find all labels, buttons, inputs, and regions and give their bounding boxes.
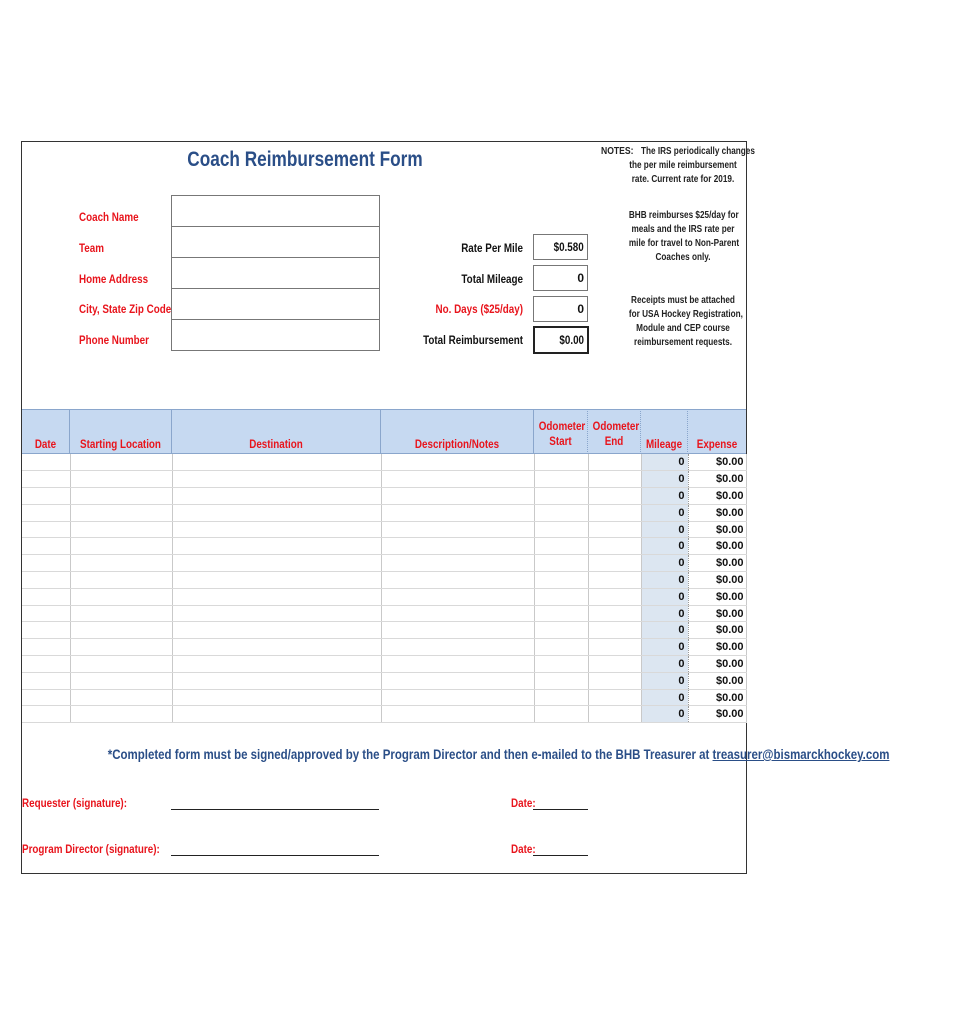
- odometer-start-cell[interactable]: [534, 605, 588, 622]
- header-divider: [380, 409, 381, 454]
- starting-location-cell[interactable]: [70, 672, 172, 689]
- starting-location-cell[interactable]: [70, 555, 172, 572]
- mileage-cell: 0: [641, 555, 688, 572]
- notes-line: rate. Current rate for 2019.: [631, 174, 735, 185]
- odometer-start-cell[interactable]: [534, 488, 588, 505]
- total-mileage-text: 0: [577, 271, 584, 285]
- starting-location-cell[interactable]: [70, 572, 172, 589]
- mileage-cell: 0: [641, 588, 688, 605]
- odometer-start-cell[interactable]: [534, 689, 588, 706]
- destination-cell[interactable]: [172, 572, 381, 589]
- date-cell[interactable]: [22, 572, 70, 589]
- odometer-start-cell[interactable]: [534, 572, 588, 589]
- rate-per-mile-label: Rate Per Mile: [461, 241, 523, 255]
- description-cell[interactable]: [381, 471, 534, 488]
- table-row: [22, 572, 746, 589]
- total-reimbursement-label: Total Reimbursement: [423, 333, 523, 347]
- date-cell[interactable]: [22, 454, 70, 471]
- submission-note: [22, 746, 890, 762]
- date-cell[interactable]: [22, 504, 70, 521]
- expense-cell: $0.00: [688, 588, 746, 605]
- table-row: [22, 622, 746, 639]
- odometer-end-cell[interactable]: [588, 555, 641, 572]
- starting-location-cell[interactable]: [70, 538, 172, 555]
- mileage-cell: 0: [641, 538, 688, 555]
- header-divider: [687, 409, 689, 454]
- destination-cell[interactable]: [172, 488, 381, 505]
- starting-location-cell[interactable]: [70, 605, 172, 622]
- date-cell[interactable]: [22, 538, 70, 555]
- expense-cell: $0.00: [688, 555, 746, 572]
- label-city-state-zip: City, State Zip Code: [79, 302, 172, 316]
- odometer-end-cell[interactable]: [588, 639, 641, 656]
- date-cell[interactable]: [22, 639, 70, 656]
- starting-location-cell[interactable]: [70, 588, 172, 605]
- starting-location-cell[interactable]: [70, 656, 172, 673]
- team-field[interactable]: [171, 226, 380, 258]
- destination-cell[interactable]: [172, 672, 381, 689]
- odometer-start-cell[interactable]: [534, 521, 588, 538]
- starting-location-cell[interactable]: [70, 622, 172, 639]
- treasurer-email-link[interactable]: treasurer@bismarckhockey.com: [712, 746, 890, 762]
- expense-cell: $0.00: [688, 672, 746, 689]
- expense-cell: $0.00: [688, 454, 746, 471]
- notes-line: meals and the IRS rate per: [631, 224, 735, 235]
- notes-line: the per mile reimbursement: [629, 160, 737, 171]
- label-team: Team: [79, 241, 104, 255]
- odometer-start-cell[interactable]: [534, 706, 588, 723]
- director-date-label: Date:: [511, 842, 536, 856]
- description-cell[interactable]: [381, 588, 534, 605]
- date-cell[interactable]: [22, 656, 70, 673]
- table-row: [22, 538, 746, 555]
- odometer-end-cell[interactable]: [588, 504, 641, 521]
- starting-location-cell[interactable]: [70, 689, 172, 706]
- trip-rows: [22, 454, 746, 723]
- description-cell[interactable]: [381, 488, 534, 505]
- notes-paragraph-3: [617, 294, 749, 350]
- date-cell[interactable]: [22, 706, 70, 723]
- description-cell[interactable]: [381, 689, 534, 706]
- col-mileage: Mileage: [645, 437, 683, 451]
- label-coach-name: Coach Name: [79, 210, 139, 224]
- odometer-end-cell[interactable]: [588, 689, 641, 706]
- notes-paragraph-1: [617, 159, 749, 187]
- destination-cell[interactable]: [172, 588, 381, 605]
- destination-cell[interactable]: [172, 605, 381, 622]
- col-destination: Destination: [249, 437, 303, 451]
- col-odometer-end: [588, 419, 640, 449]
- mileage-cell: 0: [641, 471, 688, 488]
- no-days-text: 0: [577, 302, 584, 316]
- odometer-start-cell[interactable]: [534, 504, 588, 521]
- mileage-cell: 0: [641, 656, 688, 673]
- expense-cell: $0.00: [688, 656, 746, 673]
- col-odometer-start-line1: Odometer: [538, 419, 586, 433]
- total-mileage-value: [533, 265, 588, 291]
- odometer-end-cell[interactable]: [588, 605, 641, 622]
- expense-cell: $0.00: [688, 605, 746, 622]
- table-row: [22, 521, 746, 538]
- date-cell[interactable]: [22, 672, 70, 689]
- odometer-end-cell[interactable]: [588, 488, 641, 505]
- starting-location-cell[interactable]: [70, 488, 172, 505]
- notes-line: Coaches only.: [655, 252, 711, 263]
- notes-line: BHB reimburses $25/day for: [628, 210, 739, 221]
- mileage-cell: 0: [641, 689, 688, 706]
- odometer-end-cell[interactable]: [588, 588, 641, 605]
- col-odometer-end-line1: Odometer: [592, 419, 640, 433]
- requester-date-label: Date:: [511, 796, 536, 810]
- requester-signature-label: Requester (signature):: [22, 796, 127, 810]
- starting-location-cell[interactable]: [70, 504, 172, 521]
- destination-cell[interactable]: [172, 689, 381, 706]
- odometer-end-cell[interactable]: [588, 454, 641, 471]
- expense-cell: $0.00: [688, 488, 746, 505]
- mileage-cell: 0: [641, 605, 688, 622]
- expense-cell: $0.00: [688, 706, 746, 723]
- total-reimbursement-text: $0.00: [559, 333, 584, 347]
- odometer-start-cell[interactable]: [534, 454, 588, 471]
- notes-line: Receipts must be attached: [631, 295, 735, 306]
- header-divider: [69, 409, 70, 454]
- odometer-end-cell[interactable]: [588, 471, 641, 488]
- odometer-start-cell[interactable]: [534, 588, 588, 605]
- destination-cell[interactable]: [172, 504, 381, 521]
- odometer-start-cell[interactable]: [534, 622, 588, 639]
- col-odometer-end-line2: End: [604, 434, 624, 448]
- notes-line: Module and CEP course: [636, 323, 730, 334]
- header-divider: [171, 409, 172, 454]
- total-mileage-label: Total Mileage: [461, 272, 523, 286]
- table-row: [22, 555, 746, 572]
- submission-note-body: *Completed form must be signed/approved by the Program Director and then e-mailed to the BHB Treasurer at: [107, 746, 713, 762]
- date-cell[interactable]: [22, 521, 70, 538]
- table-row: [22, 471, 746, 488]
- col-odometer-start: [534, 419, 587, 449]
- table-row: [22, 672, 746, 689]
- col-expense: Expense: [696, 437, 738, 451]
- table-row: [22, 488, 746, 505]
- description-cell[interactable]: [381, 538, 534, 555]
- odometer-start-cell[interactable]: [534, 656, 588, 673]
- destination-cell[interactable]: [172, 454, 381, 471]
- description-cell[interactable]: [381, 639, 534, 656]
- odometer-end-cell[interactable]: [588, 622, 641, 639]
- date-cell[interactable]: [22, 588, 70, 605]
- expense-cell: $0.00: [688, 622, 746, 639]
- home-address-field[interactable]: [171, 257, 380, 289]
- odometer-start-cell[interactable]: [534, 555, 588, 572]
- destination-cell[interactable]: [172, 639, 381, 656]
- expense-cell: $0.00: [688, 504, 746, 521]
- starting-location-cell[interactable]: [70, 521, 172, 538]
- mileage-cell: 0: [641, 504, 688, 521]
- odometer-end-cell[interactable]: [588, 672, 641, 689]
- destination-cell[interactable]: [172, 622, 381, 639]
- description-cell[interactable]: [381, 672, 534, 689]
- mileage-cell: 0: [641, 672, 688, 689]
- description-cell[interactable]: [381, 504, 534, 521]
- description-cell[interactable]: [381, 622, 534, 639]
- expense-cell: $0.00: [688, 538, 746, 555]
- col-odometer-start-line2: Start: [549, 434, 572, 448]
- destination-cell[interactable]: [172, 656, 381, 673]
- expense-cell: $0.00: [688, 521, 746, 538]
- director-signature-line[interactable]: [171, 855, 379, 856]
- odometer-end-cell[interactable]: [588, 538, 641, 555]
- odometer-end-cell[interactable]: [588, 706, 641, 723]
- director-signature-label: Program Director (signature):: [22, 842, 160, 856]
- date-cell[interactable]: [22, 471, 70, 488]
- odometer-end-cell[interactable]: [588, 572, 641, 589]
- date-cell[interactable]: [22, 488, 70, 505]
- label-home-address: Home Address: [79, 272, 149, 286]
- no-days-label: No. Days ($25/day): [435, 302, 523, 316]
- table-row: [22, 689, 746, 706]
- mileage-cell: 0: [641, 572, 688, 589]
- odometer-start-cell[interactable]: [534, 672, 588, 689]
- col-description-notes: Description/Notes: [414, 437, 500, 451]
- label-phone-number: Phone Number: [79, 333, 149, 347]
- notes-line: mile for travel to Non-Parent: [628, 238, 740, 249]
- col-starting-location: Starting Location: [80, 437, 161, 451]
- destination-cell[interactable]: [172, 706, 381, 723]
- mileage-cell: 0: [641, 454, 688, 471]
- destination-cell[interactable]: [172, 471, 381, 488]
- expense-cell: $0.00: [688, 471, 746, 488]
- no-days-field[interactable]: [533, 296, 588, 322]
- city-state-zip-field[interactable]: [171, 288, 380, 320]
- starting-location-cell[interactable]: [70, 471, 172, 488]
- notes-line: reimbursement requests.: [634, 337, 732, 348]
- mileage-cell: 0: [641, 488, 688, 505]
- starting-location-cell[interactable]: [70, 454, 172, 471]
- rate-per-mile-text: $0.580: [553, 240, 584, 254]
- description-cell[interactable]: [381, 454, 534, 471]
- table-row: [22, 706, 746, 723]
- destination-cell[interactable]: [172, 555, 381, 572]
- mileage-cell: 0: [641, 622, 688, 639]
- table-row: [22, 454, 746, 471]
- date-cell[interactable]: [22, 622, 70, 639]
- trip-table: [22, 454, 747, 723]
- col-date: Date: [34, 437, 57, 451]
- table-row: [22, 639, 746, 656]
- page-title: Coach Reimbursement Form: [187, 148, 423, 171]
- notes-heading: NOTES:: [601, 145, 634, 157]
- mileage-cell: 0: [641, 521, 688, 538]
- notes-line-1: The IRS periodically changes: [641, 146, 755, 157]
- director-date-line[interactable]: [533, 855, 588, 856]
- coach-name-field[interactable]: [171, 195, 380, 227]
- odometer-end-cell[interactable]: [588, 521, 641, 538]
- requester-signature-line[interactable]: [171, 809, 379, 810]
- odometer-start-cell[interactable]: [534, 639, 588, 656]
- description-cell[interactable]: [381, 572, 534, 589]
- rate-per-mile-value: [533, 234, 588, 260]
- date-cell[interactable]: [22, 555, 70, 572]
- table-row: [22, 656, 746, 673]
- notes-paragraph-2: [617, 209, 749, 265]
- description-cell[interactable]: [381, 656, 534, 673]
- date-cell[interactable]: [22, 605, 70, 622]
- header-divider: [640, 409, 642, 454]
- description-cell[interactable]: [381, 706, 534, 723]
- table-row: [22, 504, 746, 521]
- description-cell[interactable]: [381, 605, 534, 622]
- table-row: [22, 605, 746, 622]
- starting-location-cell[interactable]: [70, 639, 172, 656]
- requester-date-line[interactable]: [533, 809, 588, 810]
- expense-cell: $0.00: [688, 572, 746, 589]
- destination-cell[interactable]: [172, 538, 381, 555]
- description-cell[interactable]: [381, 555, 534, 572]
- total-reimbursement-value: [533, 326, 589, 354]
- expense-cell: $0.00: [688, 639, 746, 656]
- mileage-cell: 0: [641, 706, 688, 723]
- notes-line: for USA Hockey Registration,: [628, 309, 743, 320]
- destination-cell[interactable]: [172, 521, 381, 538]
- starting-location-cell[interactable]: [70, 706, 172, 723]
- phone-number-field[interactable]: [171, 319, 380, 351]
- odometer-end-cell[interactable]: [588, 656, 641, 673]
- date-cell[interactable]: [22, 689, 70, 706]
- description-cell[interactable]: [381, 521, 534, 538]
- odometer-start-cell[interactable]: [534, 471, 588, 488]
- table-row: [22, 588, 746, 605]
- mileage-cell: 0: [641, 639, 688, 656]
- odometer-start-cell[interactable]: [534, 538, 588, 555]
- submission-note-text: [108, 746, 890, 762]
- expense-cell: $0.00: [688, 689, 746, 706]
